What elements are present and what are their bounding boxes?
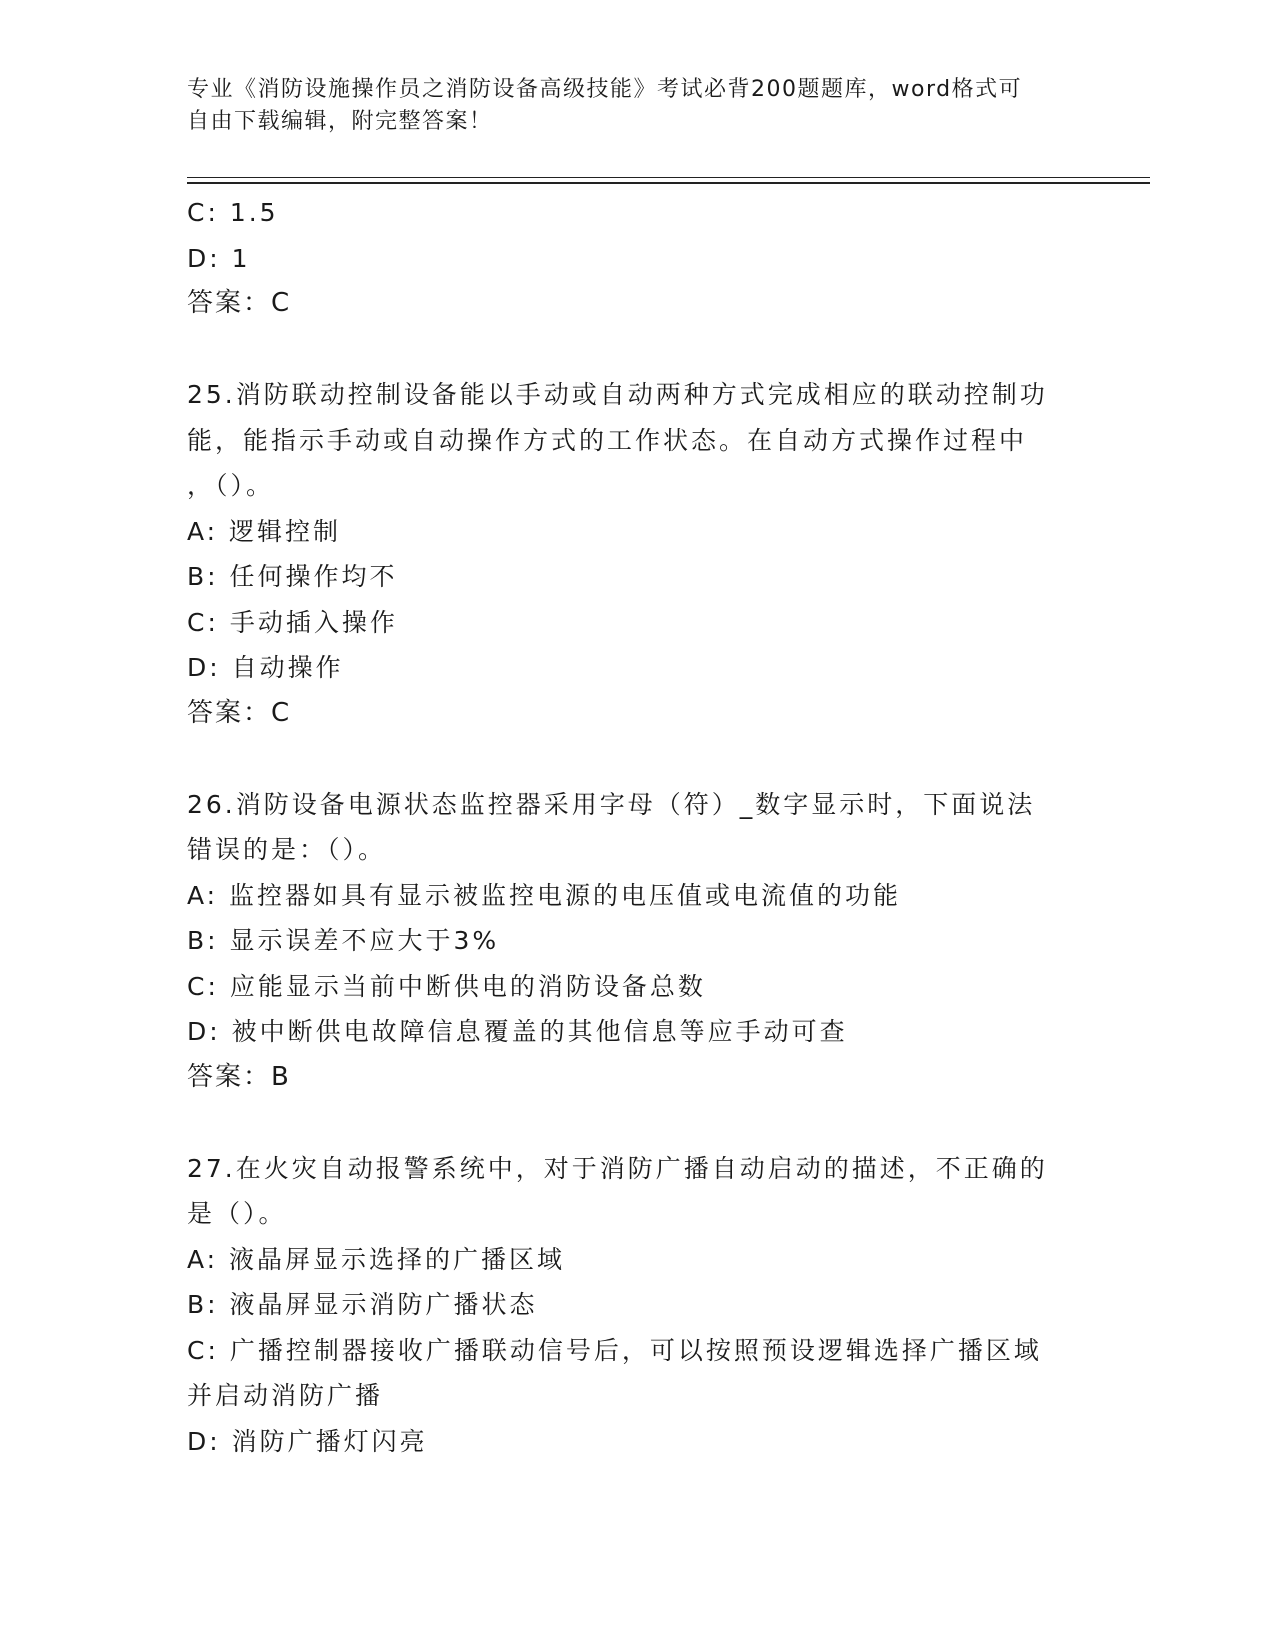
answer-line: 答案：B — [187, 1061, 291, 1092]
option-b: B: 任何操作均不 — [187, 562, 398, 591]
option-c-continuation: 并启动消防广播 — [187, 1381, 384, 1410]
option-c: C: 1.5 — [187, 198, 279, 227]
option-c: C: 手动插入操作 — [187, 607, 398, 637]
question-27 — [187, 1146, 1087, 1465]
header-divider-thin — [187, 177, 1150, 178]
answer-line: 答案：C — [187, 697, 292, 728]
option-d: D: 1 — [187, 243, 251, 273]
question-text-line: 26.消防设备电源状态监控器采用字母（符）_数字显示时，下面说法 — [187, 789, 1036, 819]
option-d: D: 被中断供电故障信息覆盖的其他信息等应手动可查 — [187, 1017, 848, 1046]
spacer — [187, 736, 1087, 782]
spacer — [187, 1100, 1087, 1146]
page-header — [187, 74, 1087, 138]
question-text-line: 25.消防联动控制设备能以手动或自动两种方式完成相应的联动控制功 — [187, 380, 1048, 409]
question-text-line: 27.在火灾自动报警系统中，对于消防广播自动启动的描述，不正确的 — [187, 1153, 1048, 1183]
question-text-line: 是（）。 — [187, 1199, 287, 1228]
spacer — [187, 327, 1087, 373]
option-b: B: 显示误差不应大于3% — [187, 926, 500, 955]
option-d: D: 消防广播灯闪亮 — [187, 1426, 428, 1456]
question-24-continuation — [187, 190, 1087, 327]
header-title-line-2: 自由下载编辑，附完整答案！ — [187, 109, 493, 134]
question-25 — [187, 372, 1087, 736]
option-a: A: 液晶屏显示选择的广播区域 — [187, 1244, 566, 1274]
option-c: C: 广播控制器接收广播联动信号后，可以按照预设逻辑选择广播区域 — [187, 1335, 1042, 1365]
question-text-line: 能，能指示手动或自动操作方式的工作状态。在自动方式操作过程中 — [187, 425, 1028, 455]
document-body — [187, 190, 1087, 1464]
answer-line: 答案：C — [187, 288, 292, 318]
option-b: B: 液晶屏显示消防广播状态 — [187, 1290, 538, 1319]
option-c: C: 应能显示当前中断供电的消防设备总数 — [187, 971, 706, 1001]
question-text-line: ，（）。 — [187, 471, 275, 500]
question-text-line: 错误的是：（）。 — [187, 835, 387, 864]
option-a: A: 逻辑控制 — [187, 516, 342, 546]
option-a: A: 监控器如具有显示被监控电源的电压值或电流值的功能 — [187, 880, 902, 910]
header-title-line-1: 专业《消防设施操作员之消防设备高级技能》考试必背200题题库，word格式可 — [187, 77, 1023, 102]
header-divider-thick — [187, 182, 1150, 184]
question-26 — [187, 782, 1087, 1101]
option-d: D: 自动操作 — [187, 653, 344, 682]
